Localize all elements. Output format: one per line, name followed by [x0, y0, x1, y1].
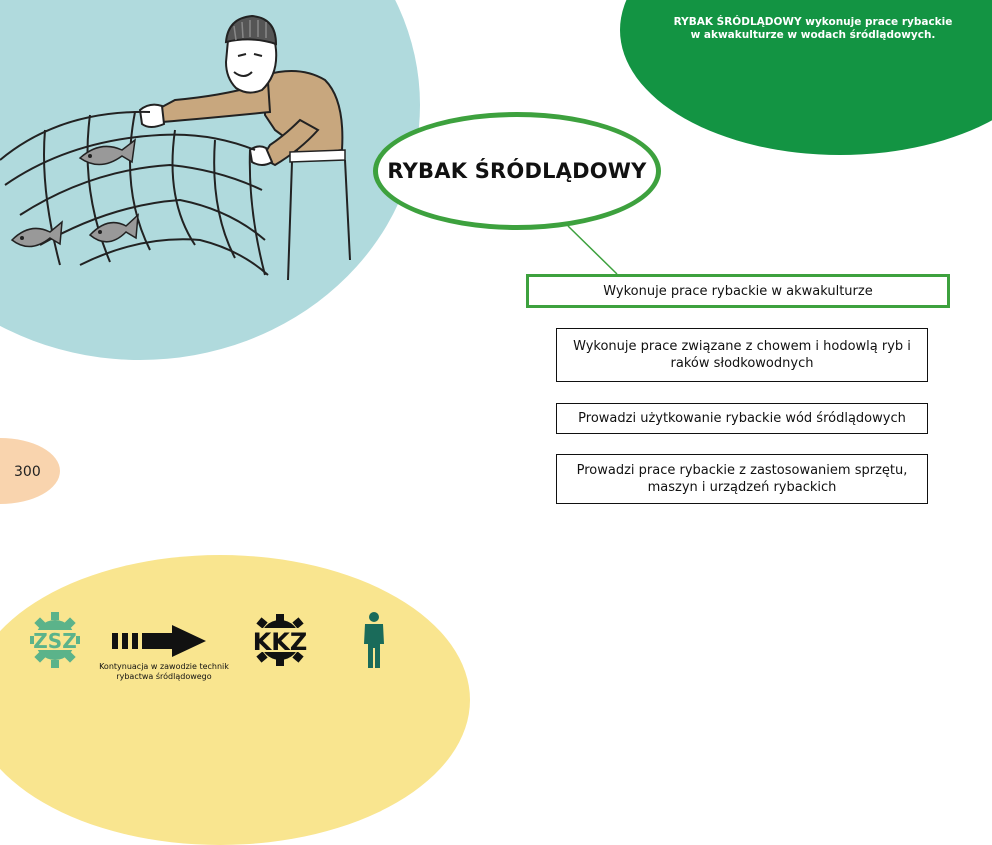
continuation-label: Kontynuacja w zawodzie technik rybactwa śródlądowego	[99, 662, 229, 681]
task-box: Prowadzi użytkowanie rybackie wód śródlądowych	[556, 403, 928, 434]
arrow-icon	[108, 623, 208, 659]
zsz-gear-icon	[30, 612, 80, 668]
occupation-description: RYBAK ŚRÓDLĄDOWY wykonuje prace rybackie w akwakulturze w wodach śródlądowych.	[673, 16, 953, 41]
page-title: RYBAK ŚRÓDLĄDOWY	[387, 159, 647, 183]
kkz-gear-icon	[244, 614, 316, 666]
zsz-logo-text: ZSZ	[33, 629, 77, 653]
main-task-box: Wykonuje prace rybackie w akwakulturze	[526, 274, 950, 308]
person-icon	[362, 612, 386, 668]
task-box: Prowadzi prace rybackie z zastosowaniem sprzętu, maszyn i urządzeń rybackich	[556, 454, 928, 504]
kkz-logo-text: KKZ	[252, 628, 308, 656]
page-number: 300	[14, 464, 41, 480]
title-ellipse	[373, 112, 661, 230]
task-box: Wykonuje prace związane z chowem i hodowlą ryb i raków słodkowodnych	[556, 328, 928, 382]
